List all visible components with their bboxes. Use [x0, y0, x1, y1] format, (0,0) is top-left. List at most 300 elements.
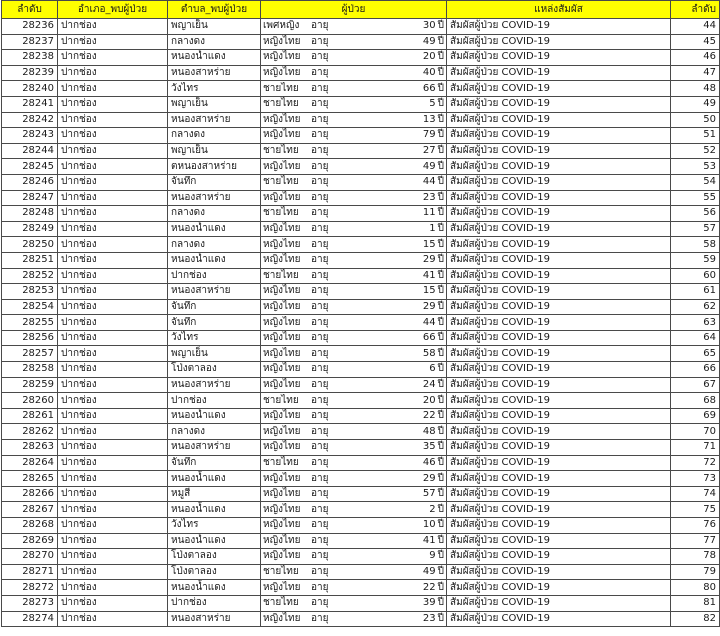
rank-cell: 56 [671, 206, 720, 222]
subdistrict-cell: ตหนองสาหร่าย [168, 159, 261, 175]
rank-cell: 57 [671, 221, 720, 237]
table-row [2, 65, 720, 81]
patient-age-unit: ปี [437, 566, 444, 578]
subdistrict-cell: พญาเย็น [168, 96, 261, 112]
subdistrict-cell: โป่งตาลอง [168, 564, 261, 580]
table-row [2, 346, 720, 362]
patient-age-label: อายุ [311, 597, 329, 609]
patient-sex: หญิงไทย [263, 472, 301, 484]
patient-age-unit: ปี [437, 82, 444, 94]
district-cell: ปากช่อง [58, 424, 168, 440]
case-id-cell: 28266 [2, 486, 58, 502]
district-cell: ปากช่อง [58, 564, 168, 580]
patient-age-value: 29 [422, 472, 436, 484]
patient-sex: หญิงไทย [263, 191, 301, 203]
subdistrict-cell: โป่งตาลอง [168, 549, 261, 565]
patient-age-label: อายุ [311, 503, 329, 515]
patient-sex: หญิงไทย [263, 254, 301, 266]
table-row [2, 502, 720, 518]
district-cell: ปากช่อง [58, 128, 168, 144]
patient-cell [261, 237, 447, 253]
rank-cell: 49 [671, 96, 720, 112]
table-row [2, 362, 720, 378]
patient-cell [261, 455, 447, 471]
source-cell: สัมผัสผู้ป่วย COVID-19 [447, 346, 671, 362]
source-cell: สัมผัสผู้ป่วย COVID-19 [447, 440, 671, 456]
subdistrict-cell: วังไทร [168, 330, 261, 346]
table-row [2, 112, 720, 128]
patient-sex: ชายไทย [263, 394, 299, 406]
patient-age-unit: ปี [437, 191, 444, 203]
subdistrict-cell: หมูสี [168, 486, 261, 502]
patient-cell [261, 190, 447, 206]
patient-age-unit: ปี [437, 550, 444, 562]
subdistrict-cell: กลางดง [168, 237, 261, 253]
district-cell: ปากช่อง [58, 549, 168, 565]
patient-cell [261, 315, 447, 331]
patient-cell [261, 471, 447, 487]
case-id-cell: 28270 [2, 549, 58, 565]
patient-sex: หญิงไทย [263, 113, 301, 125]
district-cell: ปากช่อง [58, 502, 168, 518]
patient-cell [261, 19, 447, 35]
case-id-cell: 28241 [2, 96, 58, 112]
table-row [2, 128, 720, 144]
table-row [2, 455, 720, 471]
case-id-cell: 28239 [2, 65, 58, 81]
header-id: ลำดับ [2, 1, 58, 19]
patient-cell [261, 330, 447, 346]
case-id-cell: 28244 [2, 143, 58, 159]
patient-age-label: อายุ [311, 285, 329, 297]
patient-age-unit: ปี [437, 98, 444, 110]
patient-sex: หญิงไทย [263, 316, 301, 328]
case-id-cell: 28249 [2, 221, 58, 237]
case-id-cell: 28260 [2, 393, 58, 409]
patient-age-value: 57 [422, 488, 436, 500]
patient-age-label: อายุ [311, 269, 329, 281]
patient-age-value: 22 [422, 581, 436, 593]
patient-age-label: อายุ [311, 363, 329, 375]
case-table [1, 0, 720, 627]
source-cell: สัมผัสผู้ป่วย COVID-19 [447, 159, 671, 175]
patient-age-value: 27 [422, 145, 436, 157]
patient-age-unit: ปี [437, 160, 444, 172]
patient-sex: หญิงไทย [263, 51, 301, 63]
rank-cell: 67 [671, 377, 720, 393]
patient-age-unit: ปี [437, 67, 444, 79]
district-cell: ปากช่อง [58, 393, 168, 409]
case-id-cell: 28271 [2, 564, 58, 580]
district-cell: ปากช่อง [58, 81, 168, 97]
table-row [2, 252, 720, 268]
patient-sex: ชายไทย [263, 176, 299, 188]
case-id-cell: 28238 [2, 50, 58, 66]
source-cell: สัมผัสผู้ป่วย COVID-19 [447, 174, 671, 190]
patient-cell [261, 112, 447, 128]
subdistrict-cell: กลางดง [168, 34, 261, 50]
rank-cell: 77 [671, 533, 720, 549]
patient-age-value: 30 [422, 20, 436, 32]
table-row [2, 611, 720, 627]
patient-cell [261, 128, 447, 144]
patient-cell [261, 362, 447, 378]
patient-age-unit: ปี [437, 176, 444, 188]
case-id-cell: 28236 [2, 19, 58, 35]
source-cell: สัมผัสผู้ป่วย COVID-19 [447, 65, 671, 81]
table-row [2, 221, 720, 237]
patient-age-value: 2 [429, 503, 436, 515]
patient-sex: หญิงไทย [263, 550, 301, 562]
district-cell: ปากช่อง [58, 174, 168, 190]
patient-sex: หญิงไทย [263, 300, 301, 312]
source-cell: สัมผัสผู้ป่วย COVID-19 [447, 237, 671, 253]
header-row [2, 1, 720, 19]
case-id-cell: 28247 [2, 190, 58, 206]
source-cell: สัมผัสผู้ป่วย COVID-19 [447, 330, 671, 346]
rank-cell: 74 [671, 486, 720, 502]
table-row [2, 174, 720, 190]
table-row [2, 408, 720, 424]
patient-age-unit: ปี [437, 488, 444, 500]
rank-cell: 82 [671, 611, 720, 627]
patient-cell [261, 595, 447, 611]
patient-sex: หญิงไทย [263, 519, 301, 531]
patient-age-value: 41 [422, 534, 436, 546]
district-cell: ปากช่อง [58, 190, 168, 206]
patient-age-unit: ปี [437, 207, 444, 219]
table-row [2, 471, 720, 487]
case-id-cell: 28258 [2, 362, 58, 378]
rank-cell: 55 [671, 190, 720, 206]
patient-age-unit: ปี [437, 472, 444, 484]
subdistrict-cell: พญาเย็น [168, 346, 261, 362]
rank-cell: 60 [671, 268, 720, 284]
patient-age-unit: ปี [437, 394, 444, 406]
source-cell: สัมผัสผู้ป่วย COVID-19 [447, 471, 671, 487]
patient-age-label: อายุ [311, 300, 329, 312]
patient-sex: หญิงไทย [263, 363, 301, 375]
patient-cell [261, 96, 447, 112]
table-row [2, 284, 720, 300]
table-row [2, 518, 720, 534]
case-id-cell: 28253 [2, 284, 58, 300]
source-cell: สัมผัสผู้ป่วย COVID-19 [447, 486, 671, 502]
district-cell: ปากช่อง [58, 595, 168, 611]
patient-cell [261, 143, 447, 159]
district-cell: ปากช่อง [58, 34, 168, 50]
district-cell: ปากช่อง [58, 65, 168, 81]
patient-sex: หญิงไทย [263, 488, 301, 500]
patient-age-label: อายุ [311, 223, 329, 235]
patient-age-label: อายุ [311, 98, 329, 110]
subdistrict-cell: โป่งตาลอง [168, 362, 261, 378]
patient-sex: ชายไทย [263, 597, 299, 609]
patient-age-label: อายุ [311, 488, 329, 500]
subdistrict-cell: หนองสาหร่าย [168, 440, 261, 456]
patient-age-value: 58 [422, 347, 436, 359]
source-cell: สัมผัสผู้ป่วย COVID-19 [447, 112, 671, 128]
case-id-cell: 28257 [2, 346, 58, 362]
patient-age-value: 39 [422, 597, 436, 609]
patient-age-unit: ปี [437, 456, 444, 468]
district-cell: ปากช่อง [58, 143, 168, 159]
table-row [2, 330, 720, 346]
table-row [2, 206, 720, 222]
subdistrict-cell: หนองน้ำแดง [168, 580, 261, 596]
patient-cell [261, 549, 447, 565]
source-cell: สัมผัสผู้ป่วย COVID-19 [447, 362, 671, 378]
subdistrict-cell: หนองสาหร่าย [168, 377, 261, 393]
case-id-cell: 28251 [2, 252, 58, 268]
subdistrict-cell: ปากช่อง [168, 393, 261, 409]
patient-age-value: 22 [422, 410, 436, 422]
patient-sex: เพศหญิง [263, 20, 300, 32]
case-id-cell: 28248 [2, 206, 58, 222]
patient-age-label: อายุ [311, 145, 329, 157]
patient-sex: หญิงไทย [263, 238, 301, 250]
patient-age-unit: ปี [437, 113, 444, 125]
patient-cell [261, 221, 447, 237]
patient-age-value: 6 [429, 363, 436, 375]
rank-cell: 45 [671, 34, 720, 50]
patient-age-label: อายุ [311, 332, 329, 344]
patient-age-value: 15 [422, 238, 436, 250]
subdistrict-cell: จันทึก [168, 174, 261, 190]
case-id-cell: 28269 [2, 533, 58, 549]
patient-sex: หญิงไทย [263, 160, 301, 172]
district-cell: ปากช่อง [58, 237, 168, 253]
patient-age-unit: ปี [437, 581, 444, 593]
source-cell: สัมผัสผู้ป่วย COVID-19 [447, 580, 671, 596]
patient-age-label: อายุ [311, 456, 329, 468]
district-cell: ปากช่อง [58, 19, 168, 35]
district-cell: ปากช่อง [58, 268, 168, 284]
patient-age-label: อายุ [311, 441, 329, 453]
subdistrict-cell: กลางดง [168, 206, 261, 222]
patient-cell [261, 611, 447, 627]
subdistrict-cell: หนองน้ำแดง [168, 471, 261, 487]
patient-age-unit: ปี [437, 316, 444, 328]
district-cell: ปากช่อง [58, 471, 168, 487]
patient-cell [261, 486, 447, 502]
patient-sex: หญิงไทย [263, 503, 301, 515]
patient-cell [261, 299, 447, 315]
rank-cell: 52 [671, 143, 720, 159]
source-cell: สัมผัสผู้ป่วย COVID-19 [447, 50, 671, 66]
patient-cell [261, 268, 447, 284]
subdistrict-cell: หนองน้ำแดง [168, 252, 261, 268]
patient-age-label: อายุ [311, 35, 329, 47]
patient-age-unit: ปี [437, 378, 444, 390]
district-cell: ปากช่อง [58, 611, 168, 627]
patient-age-value: 40 [422, 67, 436, 79]
table-row [2, 580, 720, 596]
patient-age-unit: ปี [437, 597, 444, 609]
patient-age-value: 1 [429, 223, 436, 235]
case-id-cell: 28246 [2, 174, 58, 190]
patient-cell [261, 393, 447, 409]
patient-age-value: 49 [422, 160, 436, 172]
case-id-cell: 28255 [2, 315, 58, 331]
patient-age-label: อายุ [311, 113, 329, 125]
source-cell: สัมผัสผู้ป่วย COVID-19 [447, 408, 671, 424]
source-cell: สัมผัสผู้ป่วย COVID-19 [447, 221, 671, 237]
rank-cell: 66 [671, 362, 720, 378]
subdistrict-cell: วังไทร [168, 518, 261, 534]
patient-sex: ชายไทย [263, 566, 299, 578]
district-cell: ปากช่อง [58, 221, 168, 237]
district-cell: ปากช่อง [58, 159, 168, 175]
subdistrict-cell: ปากช่อง [168, 595, 261, 611]
patient-age-value: 5 [429, 98, 436, 110]
patient-age-unit: ปี [437, 223, 444, 235]
patient-sex: หญิงไทย [263, 425, 301, 437]
rank-cell: 54 [671, 174, 720, 190]
patient-age-value: 23 [422, 612, 436, 624]
patient-sex: หญิงไทย [263, 378, 301, 390]
rank-cell: 63 [671, 315, 720, 331]
source-cell: สัมผัสผู้ป่วย COVID-19 [447, 206, 671, 222]
subdistrict-cell: พญาเย็น [168, 143, 261, 159]
subdistrict-cell: กลางดง [168, 128, 261, 144]
rank-cell: 61 [671, 284, 720, 300]
patient-age-label: อายุ [311, 191, 329, 203]
case-id-cell: 28263 [2, 440, 58, 456]
case-id-cell: 28261 [2, 408, 58, 424]
rank-cell: 78 [671, 549, 720, 565]
source-cell: สัมผัสผู้ป่วย COVID-19 [447, 143, 671, 159]
patient-sex: หญิงไทย [263, 534, 301, 546]
patient-sex: ชายไทย [263, 145, 299, 157]
case-id-cell: 28268 [2, 518, 58, 534]
table-row [2, 96, 720, 112]
subdistrict-cell: หนองน้ำแดง [168, 221, 261, 237]
rank-cell: 65 [671, 346, 720, 362]
district-cell: ปากช่อง [58, 252, 168, 268]
case-id-cell: 28245 [2, 159, 58, 175]
table-row [2, 50, 720, 66]
source-cell: สัมผัสผู้ป่วย COVID-19 [447, 252, 671, 268]
patient-age-label: อายุ [311, 378, 329, 390]
patient-age-unit: ปี [437, 51, 444, 63]
patient-age-unit: ปี [437, 519, 444, 531]
patient-sex: หญิงไทย [263, 129, 301, 141]
patient-age-unit: ปี [437, 35, 444, 47]
patient-age-unit: ปี [437, 269, 444, 281]
patient-age-label: อายุ [311, 160, 329, 172]
subdistrict-cell: จันทึก [168, 455, 261, 471]
subdistrict-cell: จันทึก [168, 315, 261, 331]
patient-age-unit: ปี [437, 347, 444, 359]
table-row [2, 315, 720, 331]
case-id-cell: 28252 [2, 268, 58, 284]
table-row [2, 440, 720, 456]
rank-cell: 73 [671, 471, 720, 487]
case-id-cell: 28272 [2, 580, 58, 596]
patient-age-label: อายุ [311, 82, 329, 94]
patient-cell [261, 284, 447, 300]
source-cell: สัมผัสผู้ป่วย COVID-19 [447, 268, 671, 284]
case-id-cell: 28273 [2, 595, 58, 611]
patient-age-value: 20 [422, 394, 436, 406]
table-row [2, 486, 720, 502]
patient-age-label: อายุ [311, 51, 329, 63]
patient-age-unit: ปี [437, 441, 444, 453]
source-cell: สัมผัสผู้ป่วย COVID-19 [447, 81, 671, 97]
source-cell: สัมผัสผู้ป่วย COVID-19 [447, 393, 671, 409]
table-row [2, 190, 720, 206]
rank-cell: 79 [671, 564, 720, 580]
patient-cell [261, 533, 447, 549]
rank-cell: 72 [671, 455, 720, 471]
patient-age-value: 15 [422, 285, 436, 297]
patient-age-value: 23 [422, 191, 436, 203]
patient-cell [261, 377, 447, 393]
patient-age-value: 35 [422, 441, 436, 453]
source-cell: สัมผัสผู้ป่วย COVID-19 [447, 34, 671, 50]
patient-cell [261, 81, 447, 97]
table-row [2, 81, 720, 97]
subdistrict-cell: หนองสาหร่าย [168, 112, 261, 128]
patient-cell [261, 50, 447, 66]
patient-sex: ชายไทย [263, 82, 299, 94]
table-row [2, 268, 720, 284]
patient-age-unit: ปี [437, 285, 444, 297]
patient-sex: หญิงไทย [263, 612, 301, 624]
source-cell: สัมผัสผู้ป่วย COVID-19 [447, 424, 671, 440]
patient-age-unit: ปี [437, 425, 444, 437]
table-row [2, 393, 720, 409]
header-patient: ผู้ป่วย [261, 1, 447, 19]
subdistrict-cell: จันทึก [168, 299, 261, 315]
patient-sex: หญิงไทย [263, 35, 301, 47]
patient-sex: หญิงไทย [263, 332, 301, 344]
patient-age-value: 49 [422, 35, 436, 47]
source-cell: สัมผัสผู้ป่วย COVID-19 [447, 564, 671, 580]
patient-cell [261, 206, 447, 222]
district-cell: ปากช่อง [58, 284, 168, 300]
patient-age-value: 44 [422, 316, 436, 328]
rank-cell: 68 [671, 393, 720, 409]
patient-cell [261, 502, 447, 518]
source-cell: สัมผัสผู้ป่วย COVID-19 [447, 284, 671, 300]
patient-sex: หญิงไทย [263, 441, 301, 453]
table-row [2, 549, 720, 565]
patient-age-value: 49 [422, 566, 436, 578]
table-row [2, 143, 720, 159]
case-id-cell: 28259 [2, 377, 58, 393]
case-id-cell: 28274 [2, 611, 58, 627]
patient-age-label: อายุ [311, 534, 329, 546]
district-cell: ปากช่อง [58, 486, 168, 502]
rank-cell: 81 [671, 595, 720, 611]
patient-age-value: 29 [422, 300, 436, 312]
subdistrict-cell: หนองสาหร่าย [168, 65, 261, 81]
patient-age-label: อายุ [311, 316, 329, 328]
header-district: อำเภอ_พบผู้ป่วย [58, 1, 168, 19]
source-cell: สัมผัสผู้ป่วย COVID-19 [447, 502, 671, 518]
table-row [2, 299, 720, 315]
rank-cell: 70 [671, 424, 720, 440]
patient-age-value: 66 [422, 82, 436, 94]
patient-cell [261, 408, 447, 424]
patient-sex: หญิงไทย [263, 285, 301, 297]
patient-sex: ชายไทย [263, 207, 299, 219]
patient-age-value: 46 [422, 456, 436, 468]
patient-age-label: อายุ [311, 472, 329, 484]
patient-age-value: 66 [422, 332, 436, 344]
